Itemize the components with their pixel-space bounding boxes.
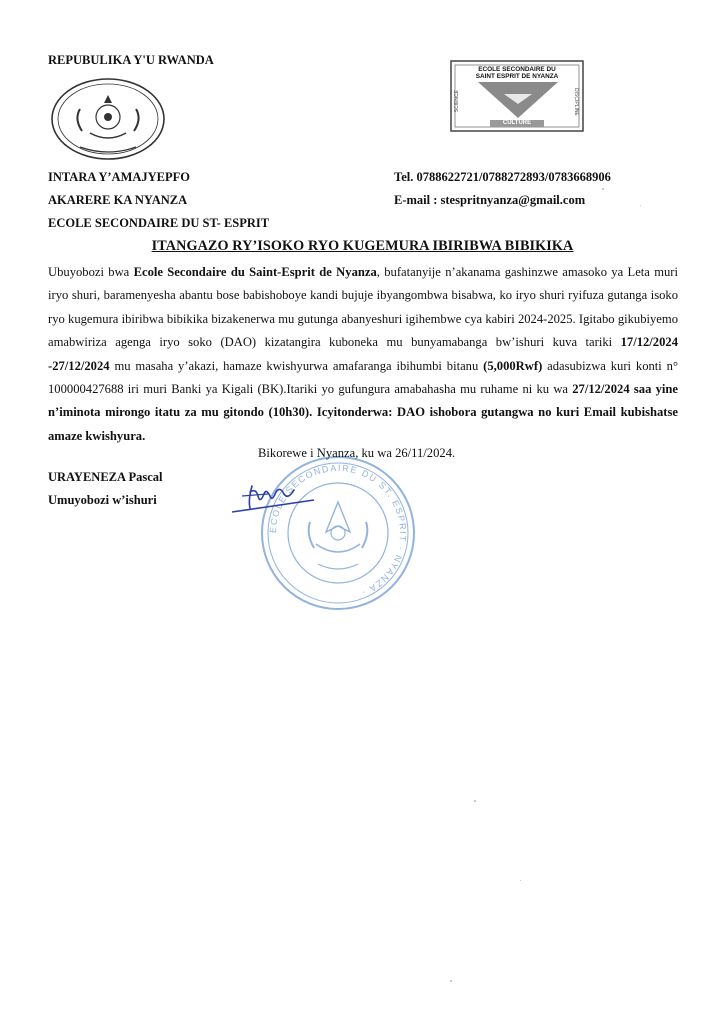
handwritten-signature: [228, 478, 318, 518]
email-address: E-mail : stespritnyanza@gmail.com: [394, 193, 586, 207]
province-name: INTARA Y’AMAJYEPFO: [48, 170, 191, 184]
notice-title: ITANGAZO RY’ISOKO RYO KUGEMURA IBIRIBWA BIBIKIKA: [151, 238, 574, 254]
scan-speck: [640, 205, 641, 206]
availability-dates: 17/12/2024 -27/12/2024: [48, 335, 678, 373]
place-and-date: Bikorewe i Nyanza, ku wa 26/11/2024.: [258, 446, 456, 460]
signer-title: Umuyobozi w’ishuri: [48, 493, 157, 507]
phone-numbers: Tel. 0788622721/0788272893/0783668906: [394, 170, 611, 184]
opening-details: 27/12/2024 saa yine n’iminota mirongo itatu za mu gitondo (10h30). Icyitonderwa: DAO ishobora gutangwa no kuri Email kubishatse amaze kwishyura.: [48, 382, 678, 443]
school-name: ECOLE SECONDAIRE DU ST- ESPRIT: [48, 216, 270, 230]
body-text-4: adasubizwa kuri konti n° 100000427688 iri muri Banki ya Kigali (BK).Itariki yo gufungura amabahasha mu ruhame ni ku wa: [48, 358, 678, 397]
notice-body: [48, 261, 678, 448]
school-stamp: [258, 452, 418, 614]
scan-speck: [520, 880, 521, 881]
logo-bottom-word: CULTURE: [502, 120, 532, 126]
republic-name: REPUBULIKA Y'U RWANDA: [48, 53, 214, 67]
stamp-ring-text: ECOLE SECONDAIRE DU ST. ESPRIT · NYANZA ·: [267, 462, 409, 599]
school-logo: [450, 60, 584, 132]
body-text-3: mu masaha y’akazi, hamaze kwishyurwa amafaranga ibihumbi bitanu: [109, 358, 484, 373]
logo-line-1: ECOLE SECONDAIRE DU: [478, 66, 556, 73]
scan-speck: [602, 188, 604, 190]
rwanda-coat-of-arms-icon: [50, 77, 166, 161]
logo-line-2: SAINT ESPRIT DE NYANZA: [475, 73, 559, 80]
signer-name: URAYENEZA Pascal: [48, 470, 163, 484]
logo-right-word: DISCIPLINE: [573, 88, 579, 116]
school-full-name: Ecole Secondaire du Saint-Esprit de Nyanza: [133, 265, 377, 279]
body-text-2: , bufatanyije n’akanama gashinzwe amasoko ya Leta muri iryo shuri, baramenyesha abantu bose babishoboye kandi bujuje ibyangombwa bisabwa, ko iryo shuri ryifuza gutanga isoko ryo kugemura ibiribwa bibikika bizakenerwa mu gutunga abanyeshuri igihembwe cya kabiri 2024-2025. Igitabo gikubiyemo amabwiriza agenga iryo soko (DAO) kizatangira kuboneka mu bunyamabanga bw’ishuri kuva tariki: [48, 265, 678, 350]
district-name: AKARERE KA NYANZA: [48, 193, 188, 207]
scan-speck: [450, 980, 452, 982]
scan-speck: [474, 800, 476, 802]
logo-left-word: SCIENCE: [454, 90, 460, 113]
fee-amount: (5,000Rwf): [483, 358, 543, 373]
body-text-1: Ubuyobozi bwa: [48, 265, 134, 279]
